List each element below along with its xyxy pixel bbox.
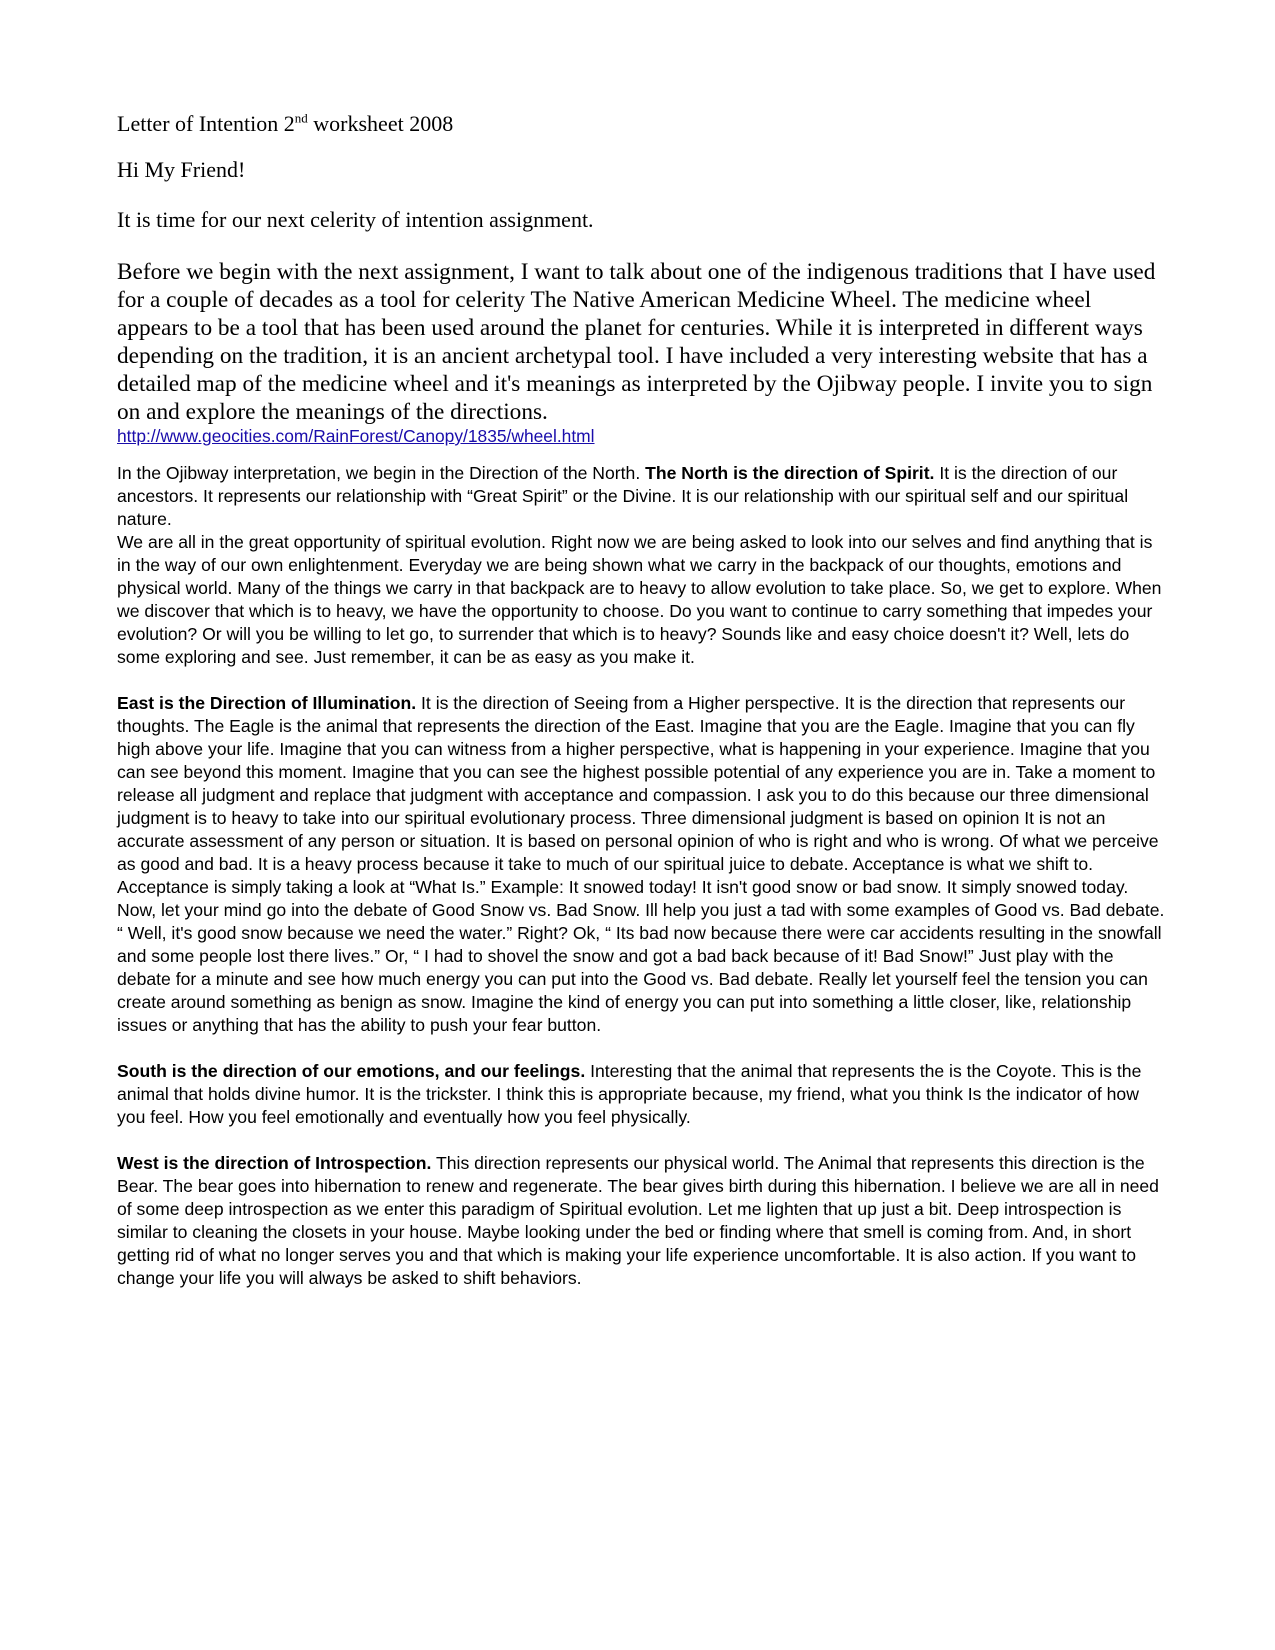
west-body-text: This direction represents our physical world. The Animal that represents this direction is the Bear. The bear goes into hibernation to renew and regenerate. The bear gives birth during this hibernation. I believe we are all in need of some deep introspection as we enter this paradigm of Spiritual evolution. Let me lighten that up just a bit. Deep introspection is similar to cleaning the closets in your house. Maybe looking under the bed or finding where that smell is coming from. And, in short getting rid of what no longer serves you and that which is making your life experience uncomfortable. It is also action. If you want to change your life you will always be asked to shift behaviors.	[117, 1153, 1159, 1288]
title-text: Letter of Intention 2	[117, 111, 295, 136]
medicine-wheel-link[interactable]: http://www.geocities.com/RainForest/Canopy/1835/wheel.html	[117, 426, 595, 446]
title-suffix: worksheet 2008	[307, 111, 454, 136]
north-paragraph	[117, 462, 1167, 531]
north-body-text: It is the direction of our ancestors. It represents our relationship with “Great Spirit” or the Divine. It is our relationship with our spiritual self and our spiritual nature.	[117, 463, 1129, 529]
paragraph-gap	[117, 669, 1167, 692]
paragraph-gap	[117, 1129, 1167, 1152]
east-body-text: It is the direction of Seeing from a Higher perspective. It is the direction that represents our thoughts. The Eagle is the animal that represents the direction of the East. Imagine that you are the Eagle. Imagine that you can fly high above your life. Imagine that you can witness from a higher perspective, what is happening in your experience. Imagine that you can see beyond this moment. Imagine that you can see the highest possible potential of any experience you are in. Take a moment to release all judgment and replace that judgment with acceptance and compassion. I ask you to do this because our three dimensional judgment is to heavy to take into our spiritual evolutionary process. Three dimensional judgment is based on opinion It is not an accurate assessment of any person or situation. It is based on personal opinion of who is right and who is wrong. Of what we perceive as good and bad. It is a heavy process because it take to much of our spiritual juice to debate. Acceptance is what we shift to. Acceptance is simply taking a look at “What Is.” Example: It snowed today! It isn't good snow or bad snow. It simply snowed today. Now, let your mind go into the debate of Good Snow vs. Bad Snow. Ill help you just a tad with some examples of Good vs. Bad debate. “ Well, it's good snow because we need the water.” Right? Ok, “ Its bad now because there were car accidents resulting in the snowfall and some people lost there lives.” Or, “ I had to shovel the snow and got a bad back because of it! Bad Snow!” Just play with the debate for a minute and see how much energy you can put into the Good vs. Bad debate. Really let yourself feel the tension you can create around something as benign as snow. Imagine the kind of energy you can put into something a little closer, like, relationship issues or anything that has the ability to push your fear button.	[117, 693, 1165, 1035]
south-heading: South is the direction of our emotions, and our feelings.	[117, 1061, 586, 1081]
evolution-paragraph: We are all in the great opportunity of spiritual evolution. Right now we are being asked to look into our selves and find anything that is in the way of our own enlightenment. Everyday we are being shown what we carry in the backpack of our thoughts, emotions and physical world. Many of the things we carry in that backpack are to heavy to allow evolution to take place. So, we get to explore. When we discover that which is to heavy, we have the opportunity to choose. Do you want to continue to carry something that impedes your evolution? Or will you be willing to let go, to surrender that which is to heavy? Sounds like and easy choice doesn't it? Well, lets do some exploring and see. Just remember, it can be as easy as you make it.	[117, 532, 1162, 667]
lead-paragraph: Before we begin with the next assignment, I want to talk about one of the indigenous traditions that I have used for a couple of decades as a tool for celerity The Native American Medicine Wheel. The medicine wheel appears to be a tool that has been used around the planet for centuries. While it is interpreted in different ways depending on the tradition, it is an ancient archetypal tool. I have included a very interesting website that has a detailed map of the medicine wheel and it's meanings as interpreted by the Ojibway people. I invite you to sign on and explore the meanings of the directions.	[117, 259, 1156, 425]
intro-line: It is time for our next celerity of intention assignment.	[117, 207, 594, 232]
west-heading: West is the direction of Introspection.	[117, 1153, 432, 1173]
document-title	[117, 110, 1167, 138]
title-superscript: nd	[294, 110, 308, 126]
east-paragraph	[117, 692, 1167, 1037]
south-body-text: Interesting that the animal that represents the is the Coyote. This is the animal that holds divine humor. It is the trickster. I think this is appropriate because, my friend, what you think Is the indicator of how you feel. How you feel emotionally and eventually how you feel physically.	[117, 1061, 1142, 1127]
paragraph-gap	[117, 1037, 1167, 1060]
north-heading: The North is the direction of Spirit.	[645, 463, 935, 483]
north-intro-text: In the Ojibway interpretation, we begin in the Direction of the North.	[117, 463, 646, 483]
document-page	[117, 110, 1167, 1290]
west-paragraph	[117, 1152, 1167, 1290]
greeting: Hi My Friend!	[117, 157, 246, 182]
east-heading: East is the Direction of Illumination.	[117, 693, 417, 713]
south-paragraph	[117, 1060, 1167, 1129]
